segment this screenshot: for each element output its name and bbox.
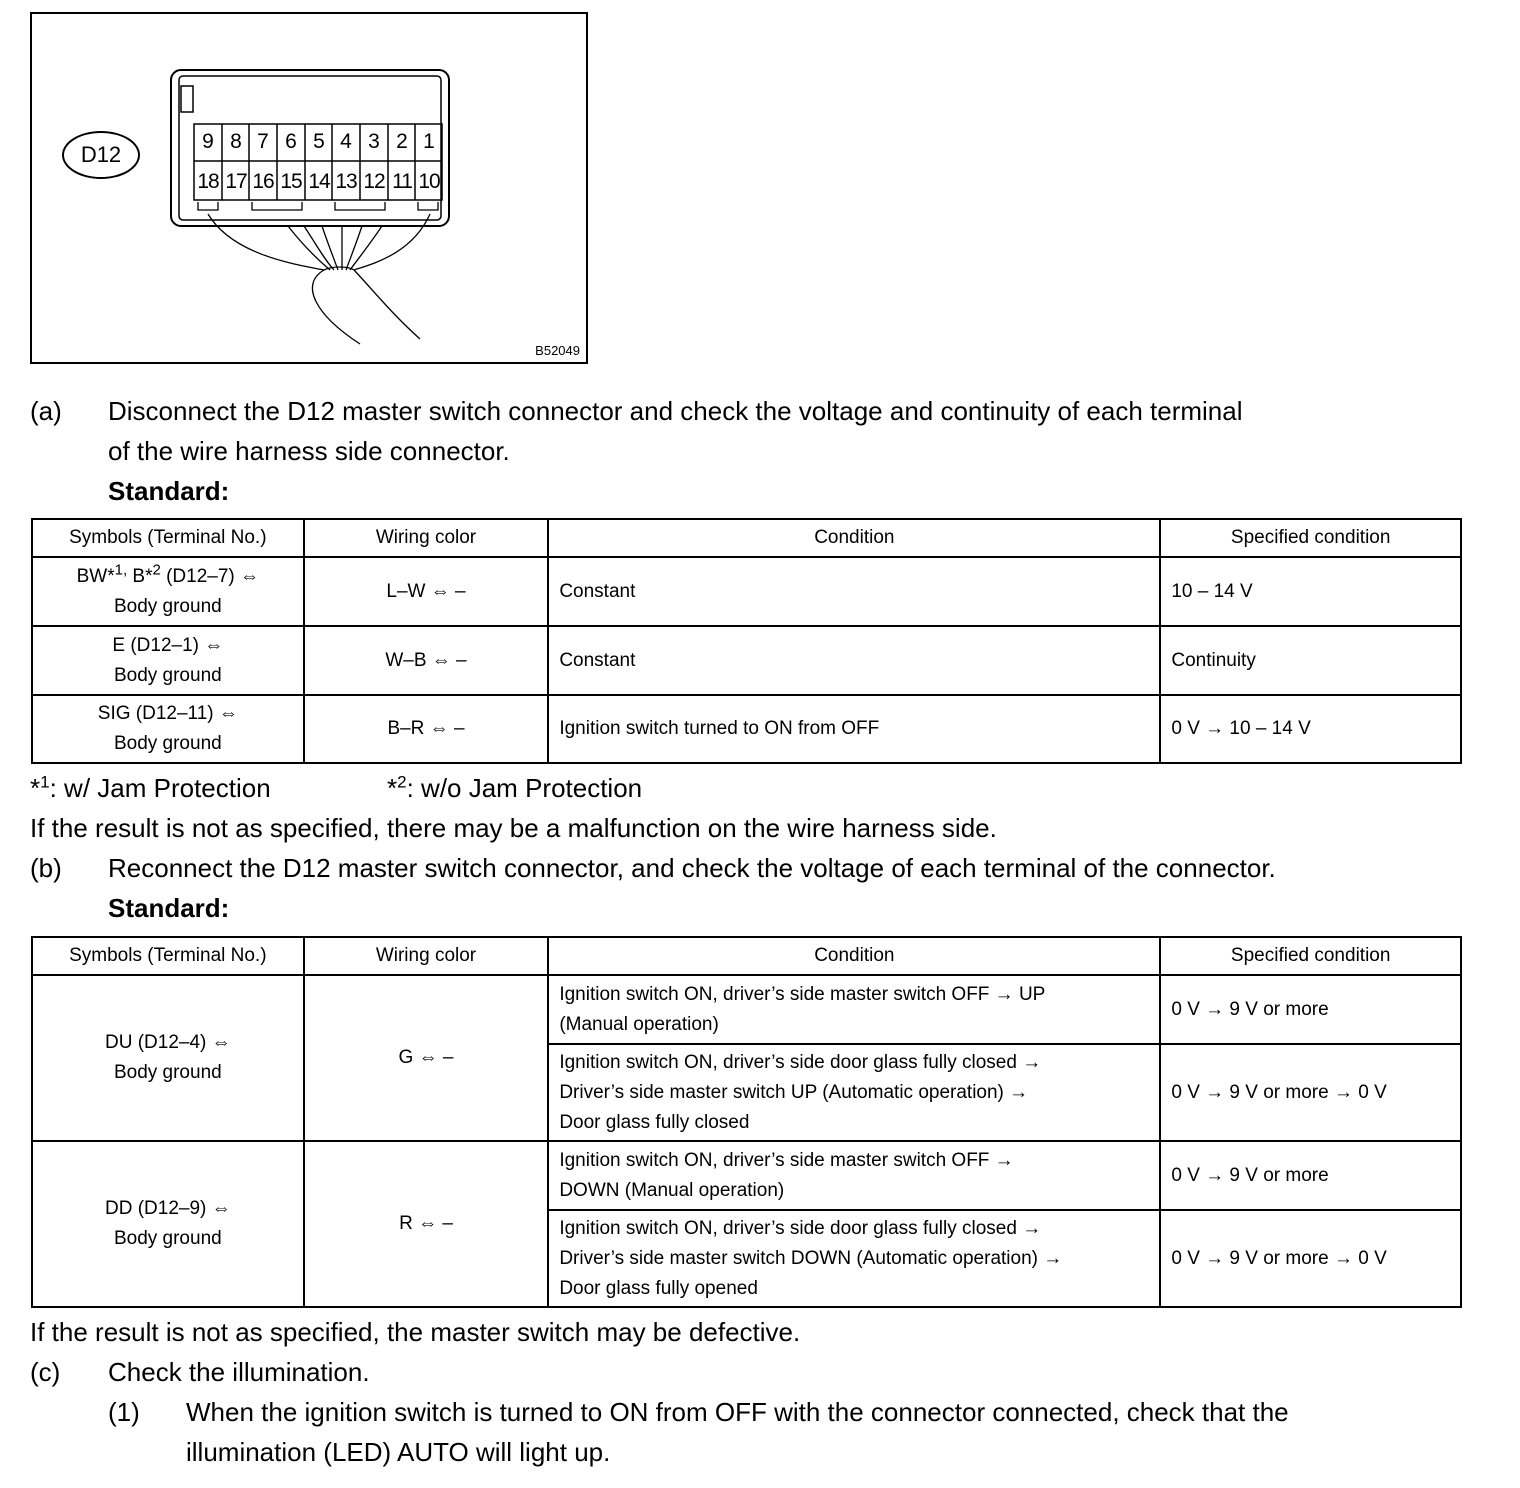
symbol-cell — [32, 695, 304, 763]
wiring-cell: L–W ⇔ – — [304, 557, 549, 626]
pin-label: 10 — [418, 170, 440, 193]
table-row — [32, 695, 1461, 763]
connector-figure — [30, 12, 588, 364]
condition-line: Ignition switch ON, driver’s side door glass fully closed → — [559, 1051, 1042, 1073]
condition-line: (Manual operation) — [559, 1013, 719, 1035]
note-b: If the result is not as specified, the master switch may be defective. — [30, 1317, 801, 1347]
connector-d12-label: D12 — [62, 131, 140, 179]
footnote-1 — [30, 768, 271, 808]
specified-cell: Continuity — [1160, 626, 1461, 695]
step-b-label: (b) — [30, 853, 62, 883]
pin-label: 7 — [257, 130, 269, 153]
symbol-cell — [32, 557, 304, 626]
table-row — [32, 1141, 1461, 1210]
table-row — [32, 626, 1461, 695]
step-c-text: Check the illumination. — [108, 1357, 370, 1387]
pin-label: 17 — [225, 170, 247, 193]
superscript: 1 — [40, 772, 50, 792]
header-wiring: Wiring color — [304, 937, 549, 975]
wiring-cell: B–R ⇔ – — [304, 695, 549, 763]
header-symbols: Symbols (Terminal No.) — [32, 937, 304, 975]
step-a-standard: Standard: — [108, 476, 230, 506]
symbol-cell — [32, 1141, 304, 1307]
condition-line: Door glass fully opened — [559, 1277, 758, 1299]
header-specified: Specified condition — [1160, 519, 1461, 557]
condition-cell — [548, 1044, 1160, 1141]
specified-cell: 0 V → 10 – 14 V — [1160, 695, 1461, 763]
condition-line: Driver’s side master switch DOWN (Automatic operation) → — [559, 1247, 1063, 1269]
symbol-text: E (D12–1) ⇔ — [112, 634, 224, 656]
footnote-star: * — [387, 773, 398, 803]
condition-line: Ignition switch ON, driver’s side master switch OFF → UP — [559, 983, 1046, 1005]
specified-cell: 0 V → 9 V or more — [1160, 1141, 1461, 1210]
symbol-text: Body ground — [113, 664, 222, 686]
specified-cell: 0 V → 9 V or more → 0 V — [1160, 1210, 1461, 1307]
symbol-text: SIG (D12–11) ⇔ — [97, 703, 238, 724]
superscript: 2 — [152, 561, 161, 579]
header-specified: Specified condition — [1160, 937, 1461, 975]
condition-line: DOWN (Manual operation) — [559, 1179, 785, 1201]
symbol-text: DD (D12–9) ⇔ — [105, 1198, 231, 1219]
wiring-cell: R ⇔ – — [304, 1141, 549, 1307]
table-b — [31, 936, 1462, 1308]
footnote-text: : w/ Jam Protection — [49, 773, 271, 803]
condition-cell: Ignition switch turned to ON from OFF — [548, 695, 1160, 763]
table-a — [31, 518, 1462, 764]
table-row — [32, 975, 1461, 1044]
footnote-star: * — [30, 773, 41, 803]
pin-label: 15 — [280, 170, 302, 193]
footnote-text: : w/o Jam Protection — [406, 773, 643, 803]
symbol-text: Body ground — [113, 595, 222, 617]
pin-label: 12 — [363, 170, 385, 193]
step-c-label: (c) — [30, 1357, 61, 1387]
condition-line: Door glass fully closed — [559, 1111, 750, 1133]
step-c1-label: (1) — [108, 1397, 140, 1427]
condition-cell: Constant — [548, 557, 1160, 626]
pin-label: 8 — [230, 130, 242, 153]
symbol-cell — [32, 975, 304, 1141]
pin-label: 6 — [285, 130, 297, 153]
symbol-cell — [32, 626, 304, 695]
condition-cell: Constant — [548, 626, 1160, 695]
condition-line: Driver’s side master switch UP (Automatic operation) → — [559, 1081, 1029, 1103]
pin-label: 3 — [368, 130, 380, 153]
condition-line: Ignition switch ON, driver’s side door glass fully closed → — [559, 1217, 1042, 1239]
pin-label: 13 — [335, 170, 357, 193]
step-c1-text-line2: illumination (LED) AUTO will light up. — [186, 1437, 611, 1467]
pin-label: 4 — [340, 130, 352, 153]
note-a: If the result is not as specified, there may be a malfunction on the wire harness side. — [30, 813, 997, 843]
specified-cell: 0 V → 9 V or more → 0 V — [1160, 1044, 1461, 1141]
header-condition: Condition — [548, 937, 1160, 975]
table-header-row — [32, 519, 1461, 557]
step-b-text: Reconnect the D12 master switch connector, and check the voltage of each terminal of the connector. — [108, 853, 1276, 883]
step-b-standard: Standard: — [108, 893, 230, 923]
table-row — [32, 557, 1461, 626]
step-c1-text-line1: When the ignition switch is turned to ON from OFF with the connector connected, check that the — [186, 1397, 1289, 1427]
pin-label: 18 — [197, 170, 219, 193]
pin-label: 9 — [202, 130, 214, 153]
pin-label: 16 — [252, 170, 274, 193]
header-symbols: Symbols (Terminal No.) — [32, 519, 304, 557]
wiring-cell: W–B ⇔ – — [304, 626, 549, 695]
condition-line: Ignition switch ON, driver’s side master switch OFF → — [559, 1149, 1014, 1171]
step-a-label: (a) — [30, 396, 62, 426]
symbol-text: Body ground — [113, 733, 222, 754]
symbol-text: Body ground — [113, 1228, 222, 1249]
pin-label: 2 — [396, 130, 408, 153]
specified-cell: 0 V → 9 V or more — [1160, 975, 1461, 1044]
symbol-text: Body ground — [113, 1062, 222, 1083]
pin-label: 11 — [392, 170, 412, 193]
pin-label: 5 — [313, 130, 325, 153]
condition-cell — [548, 1210, 1160, 1307]
table-header-row — [32, 937, 1461, 975]
symbol-text: DU (D12–4) ⇔ — [105, 1032, 231, 1053]
symbol-text: B* — [127, 565, 153, 587]
superscript: 1, — [114, 561, 128, 579]
symbol-text: BW* — [76, 565, 115, 587]
header-wiring: Wiring color — [304, 519, 549, 557]
step-a-text-line1: Disconnect the D12 master switch connector and check the voltage and continuity of each terminal — [108, 396, 1243, 426]
condition-cell — [548, 1141, 1160, 1210]
header-condition: Condition — [548, 519, 1160, 557]
figure-code: B52049 — [535, 343, 580, 358]
condition-cell — [548, 975, 1160, 1044]
step-a-text-line2: of the wire harness side connector. — [108, 436, 510, 466]
footnote-2 — [387, 768, 642, 808]
specified-cell: 10 – 14 V — [1160, 557, 1461, 626]
pin-label: 14 — [308, 170, 330, 193]
superscript: 2 — [397, 772, 407, 792]
wiring-cell: G ⇔ – — [304, 975, 549, 1141]
pin-label: 1 — [423, 130, 435, 153]
symbol-text: (D12–7) ⇔ — [160, 565, 260, 587]
